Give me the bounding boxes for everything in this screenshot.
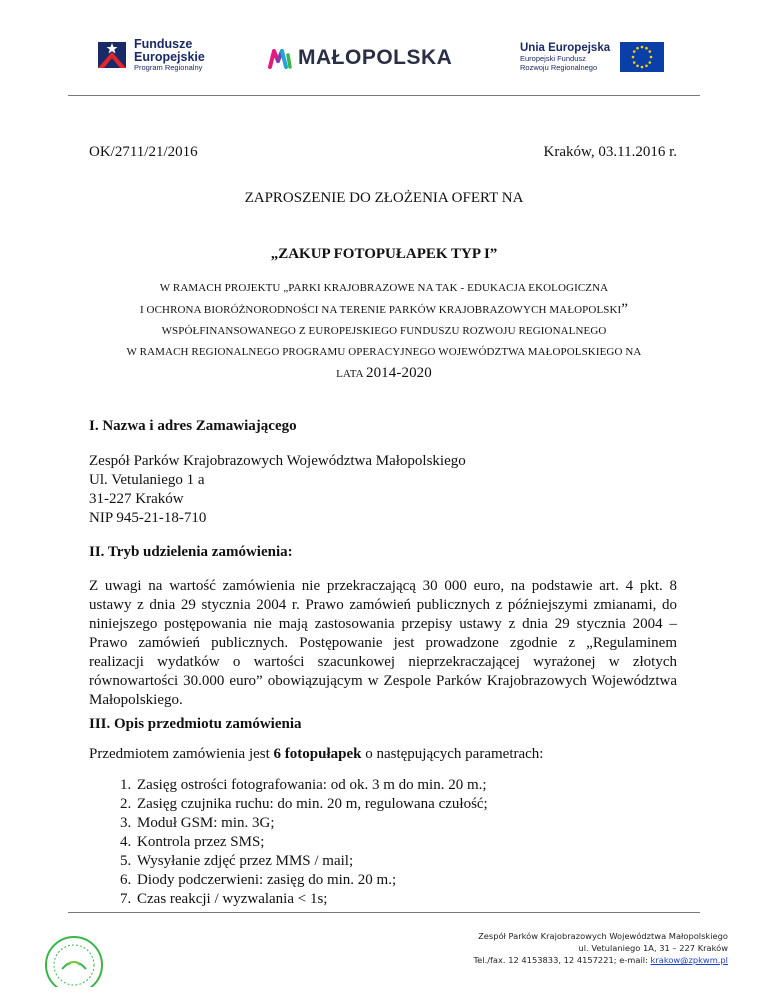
malopolska-mark-icon xyxy=(268,47,292,69)
list-item: 4. Kontrola przez SMS; xyxy=(135,833,675,852)
footer-organization: Zespół Parków Krajobrazowych Województwa Małopolskiego xyxy=(478,931,728,941)
intro-text-bold: 6 fotopułapek xyxy=(273,746,362,762)
project-line-1: W RAMACH PROJEKTU „PARKI KRAJOBRAZOWE NA TAK - EDUKACJA EKOLOGICZNA xyxy=(159,282,609,294)
list-item: 1. Zasięg ostrości fotografowania: od ok. 3 m do min. 20 m.; xyxy=(135,776,675,795)
document-date: Kraków, 03.11.2016 r. xyxy=(543,144,677,160)
fe-logo-line1: Fundusze xyxy=(134,37,193,51)
ue-logo-line1: Unia Europejska xyxy=(520,42,611,54)
intro-text-after: o następujących parametrach: xyxy=(361,746,544,762)
list-item: 7. Czas reakcji / wyzwalania < 1s; xyxy=(135,890,675,909)
address-line: Zespół Parków Krajobrazowych Województwa Małopolskiego xyxy=(89,453,466,469)
list-item: 3. Moduł GSM: min. 3G; xyxy=(135,814,675,833)
address-line: 31-227 Kraków xyxy=(89,491,184,507)
project-line-3: WSPÓŁFINANSOWANEGO Z EUROPEJSKIEGO FUNDUSZU ROZWOJU REGIONALNEGO xyxy=(161,325,607,337)
footer-contact xyxy=(474,930,728,966)
document-reference: OK/2711/21/2016 xyxy=(89,144,198,160)
project-line-2 xyxy=(68,299,700,321)
section-3-intro xyxy=(89,745,677,764)
zpk-round-logo-icon xyxy=(24,925,124,987)
parameters-list xyxy=(89,776,675,909)
address-line: NIP 945-21-18-710 xyxy=(89,510,207,526)
section-1-address xyxy=(89,452,677,528)
project-line-4: W RAMACH REGIONALNEGO PROGRAMU OPERACYJNEGO WOJEWÓDZTWA MAŁOPOLSKIEGO NA xyxy=(126,346,642,358)
project-line-5 xyxy=(68,363,700,385)
fe-logo-line3: Program Regionalny xyxy=(134,63,203,73)
section-2-body: Z uwagi na wartość zamówienia nie przekraczającą 30 000 euro, na podstawie art. 4 pkt. 8 ustawy z dnia 29 stycznia 2004 r. Prawo zamówień publicznych z późniejszymi zmianami, do niniejszego postępowania nie mają zastosowania przepisy ustawy z dnia 29 stycznia 2004 – Prawo zamówień publicznych. Postępowanie jest prowadzone zgodnie z „Regulaminem realizacji wydatków o wartości szacunkowej nieprzekraczającej wyrażonej w złotych równowartości 30.000 euro” obowiązującym w Zespole Parków Krajobrazowych Województwa Małopolskiego. xyxy=(89,578,677,708)
footer-address: ul. Vetulaniego 1A, 31 – 227 Kraków xyxy=(578,943,728,953)
section-2-heading: II. Tryb udzielenia zamówienia: xyxy=(89,544,293,560)
intro-text-before: Przedmiotem zamówienia jest xyxy=(89,746,274,762)
section-1-heading: I. Nazwa i adres Zamawiającego xyxy=(89,418,297,434)
project-years: 2014-2020 xyxy=(365,365,432,381)
footer-phone-line xyxy=(474,954,728,966)
list-item: 6. Diody podczerwieni: zasięg do min. 20 m.; xyxy=(135,871,675,890)
footer-email-link[interactable]: krakow@zpkwm.pl xyxy=(650,955,728,965)
document-subject: „ZAKUP FOTOPUŁAPEK TYP I” xyxy=(270,246,498,262)
project-description xyxy=(68,278,700,385)
address-line: Ul. Vetulaniego 1 a xyxy=(89,472,205,488)
list-item: 2. Zasięg czujnika ruchu: do min. 20 m, regulowana czułość; xyxy=(135,795,675,814)
project-line-5-prefix: LATA xyxy=(336,368,364,380)
project-line-2-quote: ” xyxy=(621,301,629,317)
fe-logo-line2: Europejskie xyxy=(134,50,205,65)
section-3-heading: III. Opis przedmiotu zamówienia xyxy=(89,716,302,732)
footer-divider xyxy=(68,912,700,913)
header-divider xyxy=(68,95,700,96)
fundusze-europejskie-mark-icon xyxy=(98,40,128,70)
unia-europejska-logo xyxy=(520,42,664,72)
header-logos xyxy=(0,38,768,88)
ue-logo-line2: Europejski Fundusz xyxy=(520,54,586,64)
ue-logo-line3: Rozwoju Regionalnego xyxy=(520,62,598,72)
project-line-2-text: I OCHRONA BIORÓŻNORODNOŚCI NA TERENIE PARKÓW KRAJOBRAZOWYCH MAŁOPOLSKI xyxy=(139,304,622,316)
list-item: 5. Wysyłanie zdjęć przez MMS / mail; xyxy=(135,852,675,871)
eu-flag-icon xyxy=(620,42,664,72)
fundusze-europejskie-logo xyxy=(98,38,205,72)
malopolska-logo xyxy=(268,46,452,70)
malopolska-logo-text: MAŁOPOLSKA xyxy=(298,46,453,69)
footer-phone: Tel./fax. 12 4153833, 12 4157221; e-mail: xyxy=(473,955,651,965)
document-title: ZAPROSZENIE DO ZŁOŻENIA OFERT NA xyxy=(244,190,524,206)
